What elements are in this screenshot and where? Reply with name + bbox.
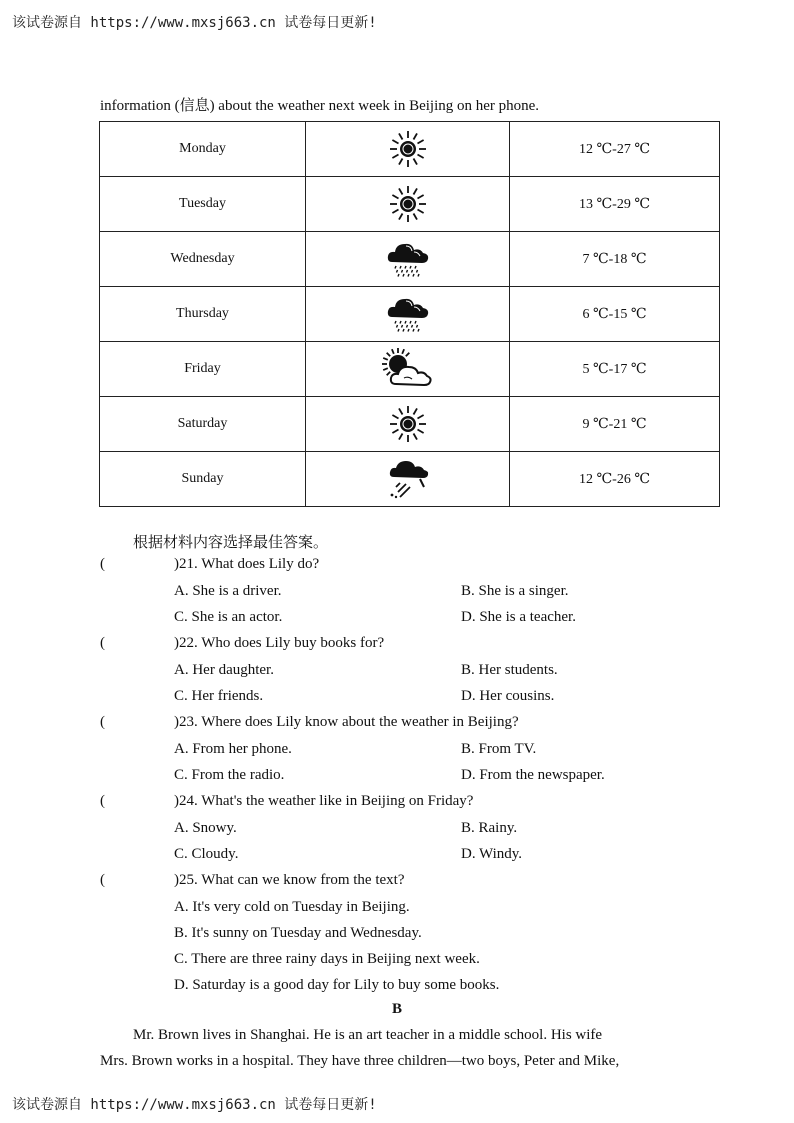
weather-day: Wednesday: [100, 232, 306, 287]
weather-temp: 6 ℃-15 ℃: [510, 287, 720, 342]
cloudy-icon: [306, 342, 510, 397]
option-c: C. There are three rainy days in Beijing next week.: [174, 951, 480, 967]
question-24: [100, 793, 473, 810]
weather-row: [100, 287, 720, 342]
option-b: B. Her students.: [461, 662, 558, 678]
windy-icon: [306, 452, 510, 507]
weather-temp: 9 ℃-21 ℃: [510, 397, 720, 452]
section-label: B: [391, 1001, 402, 1017]
question-stem: )24. What's the weather like in Beijing on Friday?: [174, 793, 474, 809]
option-c: C. From the radio.: [174, 767, 285, 783]
option-c: C. Her friends.: [174, 688, 264, 704]
question-stem: )22. Who does Lily buy books for?: [174, 635, 385, 651]
weather-row: [100, 397, 720, 452]
question-stem: )25. What can we know from the text?: [174, 872, 405, 888]
weather-row: [100, 232, 720, 287]
option-a: A. From her phone.: [174, 741, 292, 757]
rainy-icon: [306, 287, 510, 342]
answer-blank[interactable]: (: [100, 635, 105, 651]
option-c: C. She is an actor.: [174, 609, 283, 625]
option-c: C. Cloudy.: [174, 846, 239, 862]
option-d: D. Windy.: [461, 846, 523, 862]
weather-table: [99, 121, 720, 507]
weather-temp: 12 ℃-26 ℃: [510, 452, 720, 507]
option-a: A. It's very cold on Tuesday in Beijing.: [174, 899, 410, 915]
weather-row: [100, 177, 720, 232]
weather-temp: 12 ℃-27 ℃: [510, 122, 720, 177]
option-d: D. Her cousins.: [461, 688, 555, 704]
option-a: A. Her daughter.: [174, 662, 274, 678]
option-b: B. Rainy.: [461, 820, 518, 836]
watermark-top: 该试卷源自 https://www.mxsj663.cn 试卷每日更新!: [12, 15, 377, 31]
option-d: D. From the newspaper.: [461, 767, 605, 783]
instruction: 根据材料内容选择最佳答案。: [133, 533, 329, 551]
weather-row: [100, 122, 720, 177]
answer-blank[interactable]: (: [100, 714, 105, 730]
option-b: B. She is a singer.: [461, 583, 569, 599]
weather-temp: 5 ℃-17 ℃: [510, 342, 720, 397]
weather-temp: 13 ℃-29 ℃: [510, 177, 720, 232]
weather-day: Sunday: [100, 452, 306, 507]
option-a: A. Snowy.: [174, 820, 237, 836]
question-25: [100, 872, 404, 889]
weather-temp: 7 ℃-18 ℃: [510, 232, 720, 287]
passage-line: Mr. Brown lives in Shanghai. He is an art teacher in a middle school. His wife: [133, 1027, 603, 1043]
rainy-icon: [306, 232, 510, 287]
question-21: [100, 556, 319, 573]
question-stem: )23. Where does Lily know about the weather in Beijing?: [174, 714, 519, 730]
weather-day: Monday: [100, 122, 306, 177]
option-b: B. From TV.: [461, 741, 537, 757]
answer-blank[interactable]: (: [100, 793, 105, 809]
option-d: D. She is a teacher.: [461, 609, 576, 625]
question-stem: )21. What does Lily do?: [174, 556, 320, 572]
intro-text: information (信息) about the weather next week in Beijing on her phone.: [100, 98, 540, 114]
answer-blank[interactable]: (: [100, 556, 105, 572]
weather-day: Thursday: [100, 287, 306, 342]
watermark-bottom: 该试卷源自 https://www.mxsj663.cn 试卷每日更新!: [12, 1097, 377, 1113]
weather-row: [100, 452, 720, 507]
sunny-icon: [306, 122, 510, 177]
weather-day: Tuesday: [100, 177, 306, 232]
answer-blank[interactable]: (: [100, 872, 105, 888]
sunny-icon: [306, 397, 510, 452]
weather-day: Saturday: [100, 397, 306, 452]
option-b: B. It's sunny on Tuesday and Wednesday.: [174, 925, 422, 941]
option-d: D. Saturday is a good day for Lily to buy some books.: [174, 977, 500, 993]
weather-day: Friday: [100, 342, 306, 397]
weather-row: [100, 342, 720, 397]
question-22: [100, 635, 384, 652]
question-23: [100, 714, 519, 731]
option-a: A. She is a driver.: [174, 583, 282, 599]
passage-line: Mrs. Brown works in a hospital. They have three children—two boys, Peter and Mike,: [100, 1053, 620, 1069]
sunny-icon: [306, 177, 510, 232]
